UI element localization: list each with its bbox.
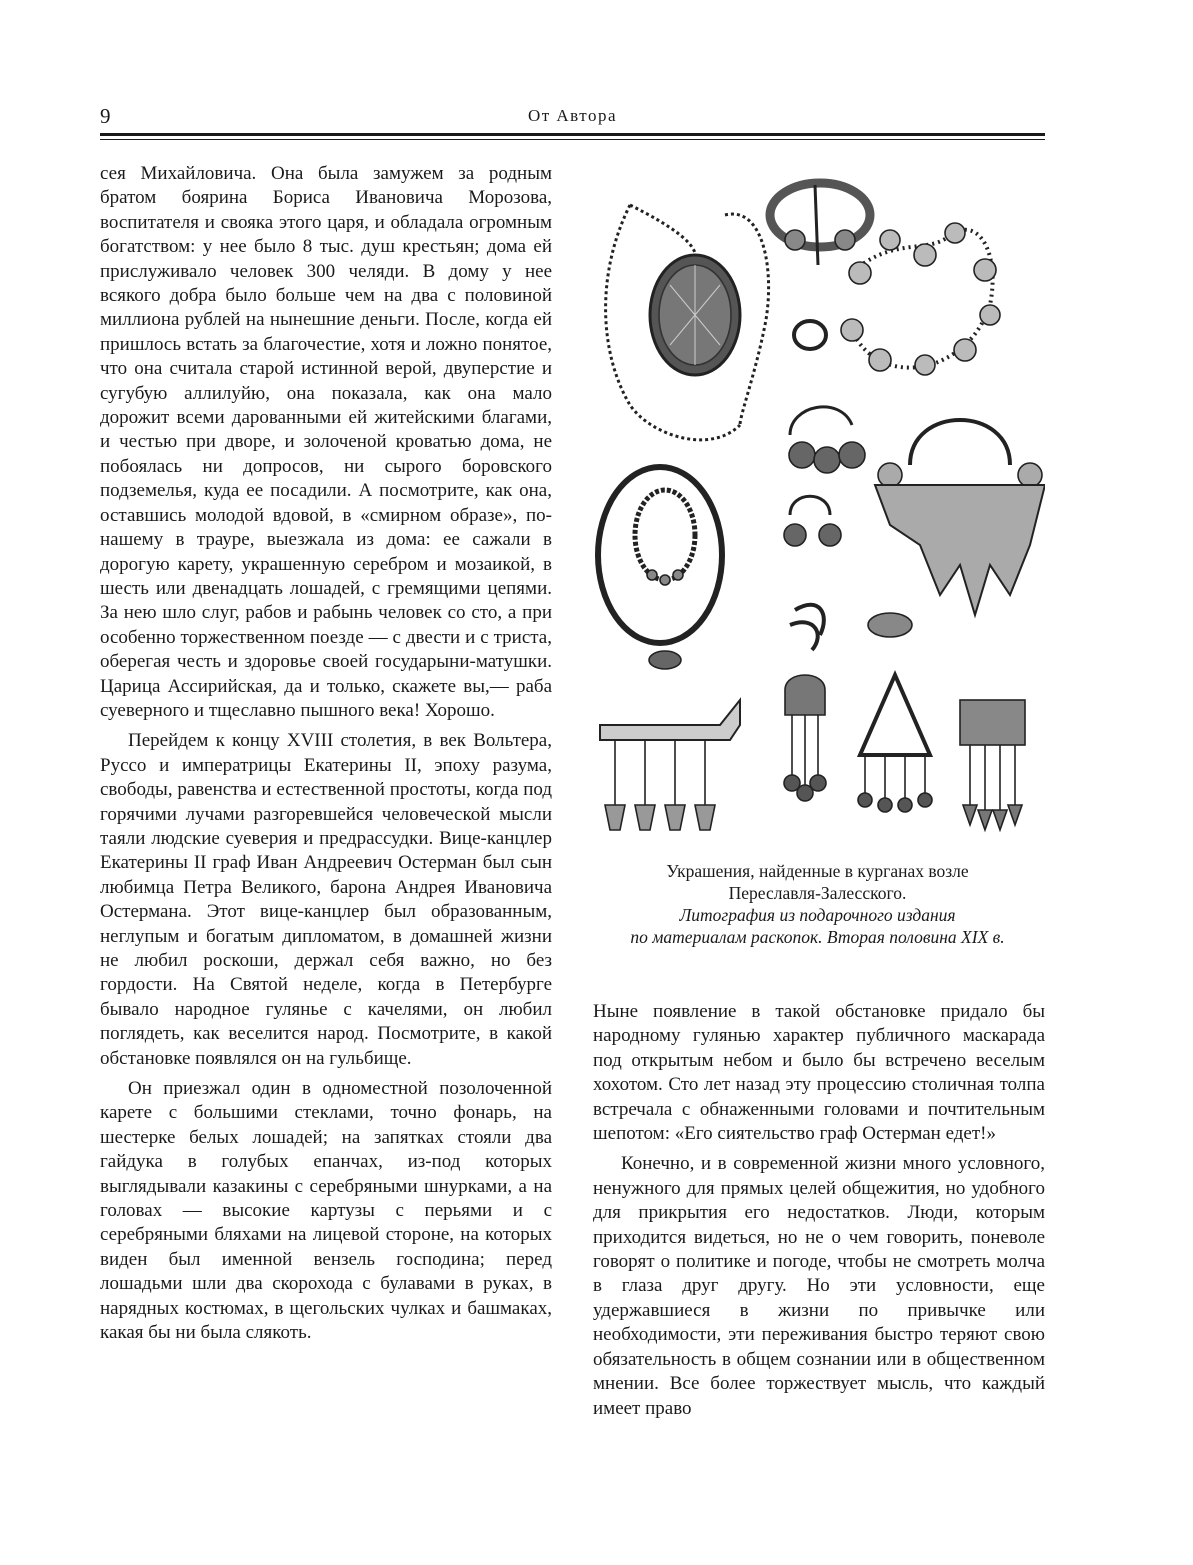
bell-pendant [784, 675, 826, 801]
paragraph: сея Михайловича. Она была замужем за родным братом боярина Бориса Ивановича Морозова, воспитателя и свояка этого царя, и обладала огромным богатством: у нее было 8 тыс. душ крестьян; дома ей прислуживало человек 300 челяди. В дому у нее всякого добра было больше чем на два с половиной миллиона рублей на нынешние деньги. После, когда ей пришлось встать за благочестие, хотя и ложно понятое, что она считала старой истинной верой, двуперстие и сугубую аллилуйю, она показала, как она мало дорожит всеми дарованными ей житейскими благами, и честью при дворе, и золоченой кроватью дома, не побоялась ни допросов, ни сырого боровского подземелья, куда ее посадили. А посмотрите, как она, оставшись молодой вдовой, в «смирном образе», по-нашему в трауре, выезжала из дома: ее сажали в дорогую карету, украшенную серебром и мозаикой, в шесть или двенадцать лошадей, с гремящими цепями. За нею шло слуг, рабов и рабынь человек со сто, а при особенно торжественном поезде — с двести и с триста, оберегая честь и здоровье своей государыни-матушки. Царица Ассирийская, да и только, скажете вы,— раба суеверного и тщеславно пышного века! Хорошо. [100, 163, 552, 721]
lunula-pendant [875, 420, 1045, 615]
caption-credit-line: Литография из подарочного издания [679, 905, 956, 925]
paragraph: Он приезжал один в одноместной позолоченной карете с большими стеклами, точно фонарь, на шестерке белых лошадей; на запятках стояли два гайдука в голубых епанчах, из-под которых выглядывали казакины с серебряными шнурками, а на головах — высокие картузы с перьями и с серебряными бляхами на лицевой стороне, на которых виден был именной вензель господина; перед лошадьми шли два скорохода с булавами в руках, в нарядных костюмах, в щегольских чулках и башмаках, какая бы ни была слякоть. [100, 1078, 552, 1344]
running-title: От Автора [527, 106, 618, 125]
paragraph: Перейдем к концу XVIII столетия, в век Вольтера, Руссо и императрицы Екатерины II, эпоху разума, свободы, равенства и естественной простоты, когда под горячими лучами разгоревшейся человеческой мысли таяли людские суеверия и предрассудки. Вице-канцлер Екатерины II граф Иван Андреевич Остерман был сын любимца Петра Великого, барона Андрея Ивановича Остермана. Этот вице-канцлер был образованным, неглупым и богатым дипломатом, в домашней жизни не любил роскоши, держал себя важно, но без гордости. На Святой неделе, когда в Петербурге бывало народное гулянье с качелями, он любил поглядеть, как веселится народ. Посмотрите, в какой обстановке появлялся он на гульбище. [100, 730, 552, 1069]
caption-title-line: Украшения, найденные в курганах возле [666, 861, 969, 881]
signet-ring [868, 613, 912, 637]
small-ring [794, 321, 826, 349]
chain-pendant-necklace [606, 205, 769, 440]
header-rule-thick [100, 133, 1045, 136]
header-rule-thin [100, 139, 1045, 140]
running-header [100, 100, 1045, 134]
caption-credit-line: по материалам раскопок. Вторая половина XIX в. [630, 927, 1005, 947]
caption-title-line: Переславля-Залесского. [728, 883, 907, 903]
page-number: 9 [100, 104, 111, 128]
bird-pendant-brooch [600, 700, 740, 830]
right-text-column [593, 1000, 1045, 1421]
triangular-pendant [858, 675, 932, 812]
coin-necklace [841, 223, 1000, 375]
beaded-temple-ring-1 [789, 407, 865, 473]
torc-neck-ring [598, 467, 722, 643]
jewelry-lithograph [590, 165, 1045, 855]
spiral-ring [790, 605, 824, 650]
beaded-temple-ring-2 [784, 496, 841, 546]
beaded-bracelet [635, 490, 695, 585]
left-text-column [100, 162, 552, 1346]
figure-caption [590, 860, 1045, 948]
paragraph: Ныне появление в такой обстановке придало бы народному гулянью характер публичного маскарада под открытым небом и было бы встречено веселым хохотом. Сто лет назад эту процессию столичная толпа встречала с обнаженными головами и почтительным шепотом: «Его сиятельство граф Остерман едет!» [593, 1001, 1045, 1145]
paragraph: Конечно, и в современной жизни много условного, ненужного для прямых целей общежития, но удобного для прикрытия его недостатков. Люди, которым приходится видеться, но не о чем говорить, поневоле говорят о политике и погоде, чтобы не смотреть молча в глаза друг другу. Но эти условности, еще удержавшиеся в жизни по привычке или необходимости, эти переживания быстро теряют свою обязательность в общем сознании или в общественном мнении. Все более торжествует мысль, что каждый имеет право [593, 1153, 1045, 1419]
small-signet-ring [649, 651, 681, 669]
penannular-brooch [770, 183, 870, 265]
plate-pendant [960, 700, 1025, 830]
